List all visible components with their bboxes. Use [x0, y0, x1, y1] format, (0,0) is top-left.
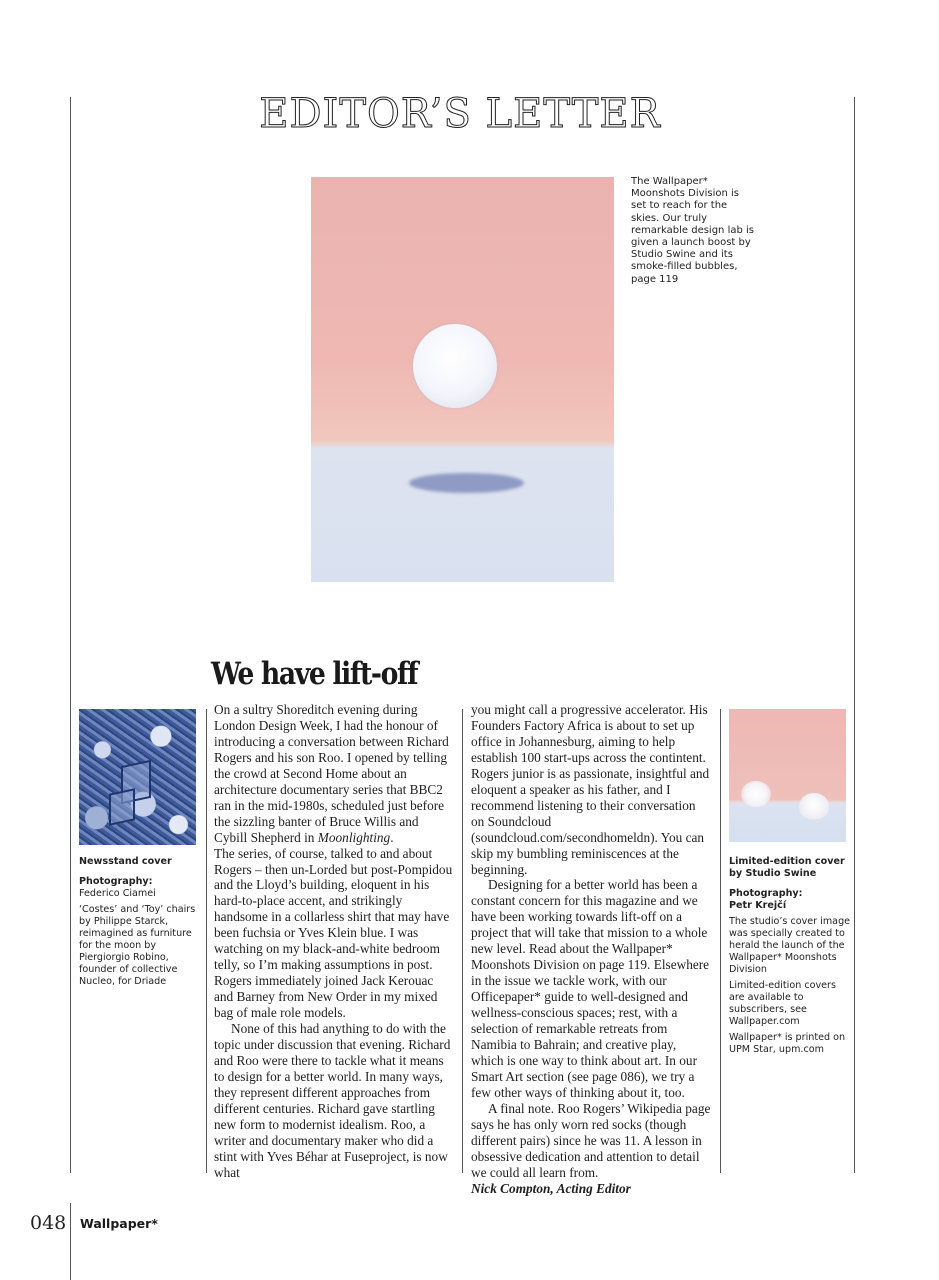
article-column-1 — [214, 702, 454, 1181]
footer-divider — [70, 1203, 71, 1280]
right-margin-rule — [854, 97, 855, 1173]
limited-caption — [729, 856, 851, 1056]
availability-note: Limited-edition covers are available to subscribers, see Wallpaper.com — [729, 980, 836, 1027]
hero-caption: The Wallpaper* Moonshots Division is set to reach for the skies. Our truly remarkable design lab is given a launch boost by Studio Swine and its smoke-filled bubbles, page 119 — [631, 176, 754, 285]
photographer: Petr Krejčí — [729, 900, 787, 911]
floating-bubble — [413, 324, 497, 408]
limited-cover-thumbnail — [729, 709, 846, 842]
left-column-divider — [206, 709, 207, 1173]
page-title: EDITOR’S LETTER — [259, 91, 661, 137]
magazine-brand: Wallpaper* — [80, 1216, 158, 1231]
smoke-bubble — [799, 793, 829, 819]
editor-signature: Nick Compton, Acting Editor — [471, 1180, 631, 1196]
limited-title: Limited-edition cover by Studio Swine — [729, 856, 845, 879]
newsstand-cover-thumbnail — [79, 709, 196, 845]
photo-label: Photography: — [79, 876, 153, 887]
center-column-divider — [462, 709, 463, 1173]
page-number: 048 — [30, 1212, 67, 1234]
paragraph: Designing for a better world has been a constant concern for this magazine and we have been working towards lift-off on a project that will take that mission to a whole new level. Read about the Wallpaper* Moonshots Division on page 119. Elsewhere in the issue we tackle work, with our Officepaper* guide to well-designed and wellness-conscious spaces; rest, with a selection of remarkable retreats from Namibia to Bahrain; and creative play, which is one way to think about art. In our Smart Art section (see page 086), we try a few other ways of thinking about it, too. — [471, 877, 710, 1100]
bubble-shadow — [409, 473, 524, 493]
printing-note: Wallpaper* is printed on UPM Star, upm.com — [729, 1032, 846, 1055]
chair-shape — [109, 788, 135, 826]
paragraph: you might call a progressive accelerator. His Founders Factory Africa is about to set up office in Johannesburg, aiming to help establish 100 start-ups across the contintent. Rogers junior is as passionate, insightful and eloquent a speaker as his father, and I recommend listening to their conversation on Soundcloud (soundcloud.com/secondhomeldn). You can skip my bumbling reminiscences at the beginning. — [471, 702, 710, 877]
photographer: Federico Ciamei — [79, 888, 156, 899]
smoke-bubble — [741, 781, 771, 807]
article-headline: We have lift-off — [211, 656, 418, 692]
paragraph: A final note. Roo Rogers’ Wikipedia page says he has only worn red socks (though different pairs) since he was 11. A lesson in obsessive dedication and attention to detail we could all learn from. — [471, 1100, 711, 1180]
article-column-2 — [471, 702, 711, 1197]
cover-description: The studio’s cover image was specially created to herald the launch of the Wallpaper* Moonshots Division — [729, 916, 851, 975]
newsstand-caption — [79, 856, 197, 988]
hero-image — [311, 177, 614, 582]
left-margin-rule — [70, 97, 71, 1173]
paragraph: The series, of course, talked to and about Rogers – then un-Lorded but post-Pompidou and the Lloyd’s building, eloquent in his hard-to-place accent, and strikingly handsome in a collarless shirt that may have been fuchsia or Yves Klein blue. I was watching on my black-and-white bedroom telly, so I’m making assumptions in post. Rogers immediately joined Jack Kerouac and Barney from New Order in my mixed bag of male role models. — [214, 845, 453, 1021]
newsstand-title: Newsstand cover — [79, 856, 172, 867]
photo-label: Photography: — [729, 888, 803, 899]
paragraph: None of this had anything to do with the topic under discussion that evening. Richard and Roo were there to tackle what it means to design for a better world. In many ways, they represent different approaches from different centuries. Richard gave startling new form to modernist idealism. Roo, a writer and documentary maker who did a stint with Yves Béhar at Fuseproject, is now what — [214, 1021, 451, 1180]
right-column-divider — [720, 709, 721, 1173]
cover-description: ‘Costes’ and ‘Toy’ chairs by Philippe Starck, reimagined as furniture for the moon by Piergiorgio Robino, founder of collective Nucleo, for Driade — [79, 904, 196, 987]
paragraph: On a sultry Shoreditch evening during London Design Week, I had the honour of introducing a conversation between Richard Rogers and his son Roo. I opened by telling the crowd at Second Home about an architecture documentary series that BBC2 ran in the mid-1980s, scheduled just before the sizzling banter of Bruce Willis and Cybill Shepherd in Moonlighting. — [214, 702, 449, 845]
